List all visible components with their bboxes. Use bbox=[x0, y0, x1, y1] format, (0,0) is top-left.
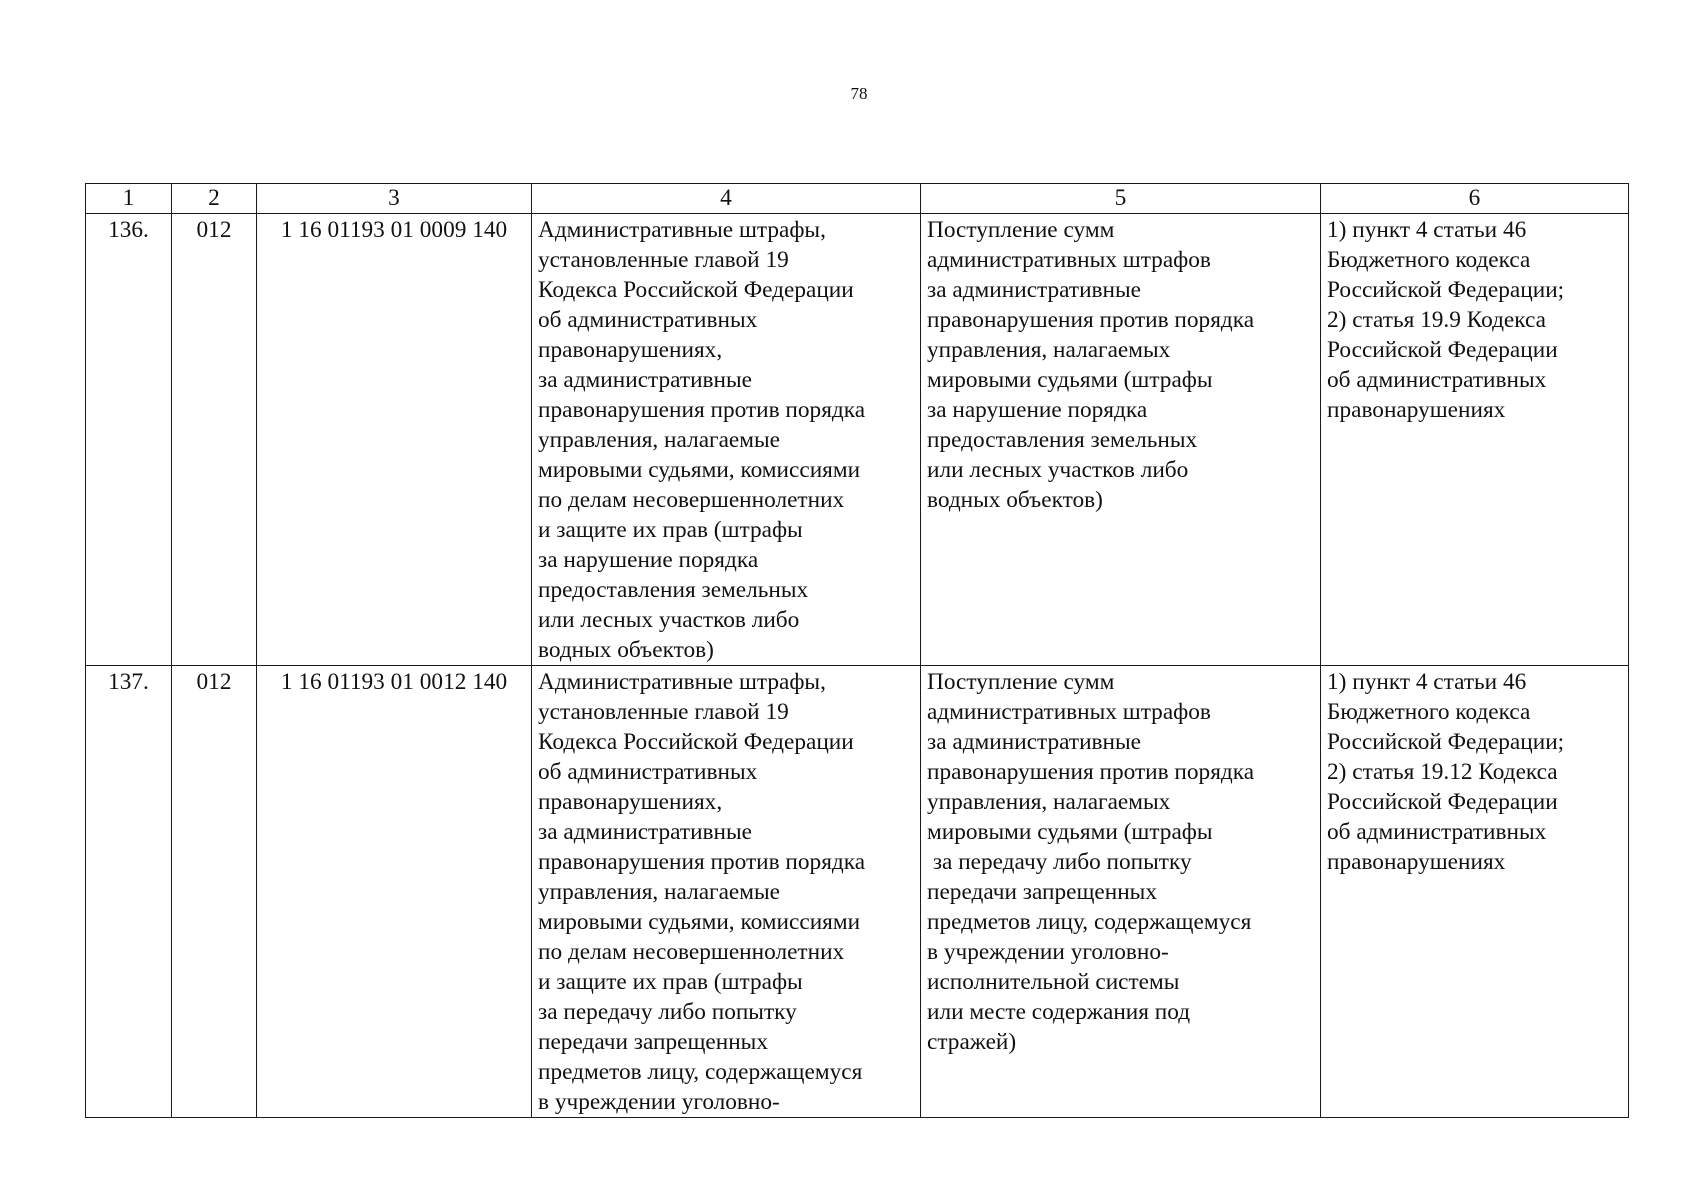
text-line: по делам несовершеннолетних bbox=[538, 939, 845, 965]
text-line: предметов лицу, содержащемуся bbox=[927, 909, 1252, 935]
text-line: управления, налагаемых bbox=[927, 337, 1171, 363]
text-line: административных штрафов bbox=[927, 247, 1211, 273]
classification-table bbox=[85, 183, 1629, 1118]
text-line: или месте содержания под bbox=[927, 999, 1191, 1025]
page-number: 78 bbox=[850, 84, 868, 103]
text-line: предоставления земельных bbox=[927, 427, 1198, 453]
text-line: правонарушениях, bbox=[538, 789, 723, 815]
text-line: водных объектов) bbox=[538, 637, 714, 663]
legal-basis-cell bbox=[1321, 666, 1629, 1118]
column-header-4: 4 bbox=[532, 184, 921, 214]
text-line: за административные bbox=[538, 819, 753, 845]
text-line: мировыми судьями, комиссиями bbox=[538, 909, 861, 935]
text-line: Административные штрафы, bbox=[538, 217, 826, 243]
legal-basis-cell bbox=[1321, 214, 1629, 666]
text-line: по делам несовершеннолетних bbox=[538, 487, 845, 513]
text-line: правонарушениях, bbox=[538, 337, 723, 363]
text-line: передачи запрещенных bbox=[538, 1029, 768, 1055]
text-line: 1) пункт 4 статьи 46 bbox=[1327, 669, 1527, 695]
text-line: за административные bbox=[927, 277, 1142, 303]
text-line: управления, налагаемые bbox=[538, 427, 781, 453]
table-row bbox=[86, 214, 1629, 666]
kbk-code-cell: 1 16 01193 01 0009 140 bbox=[257, 214, 532, 666]
text-line: Российской Федерации; bbox=[1327, 277, 1565, 303]
text-line: правонарушениях bbox=[1327, 849, 1506, 875]
income-name-cell bbox=[532, 214, 921, 666]
text-line: за передачу либо попытку bbox=[538, 999, 797, 1025]
text-line: правонарушения против порядка bbox=[538, 397, 866, 423]
text-line: передачи запрещенных bbox=[927, 879, 1157, 905]
text-line: исполнительной системы bbox=[927, 969, 1180, 995]
text-line: или лесных участков либо bbox=[538, 607, 800, 633]
text-line: 1) пункт 4 статьи 46 bbox=[1327, 217, 1527, 243]
text-line: Поступление сумм bbox=[927, 669, 1115, 695]
table-header-row bbox=[86, 184, 1629, 214]
text-line: мировыми судьями, комиссиями bbox=[538, 457, 861, 483]
text-line: водных объектов) bbox=[927, 487, 1103, 513]
text-line: об административных bbox=[538, 759, 758, 785]
text-line: Кодекса Российской Федерации bbox=[538, 729, 854, 755]
admin-code-cell: 012 bbox=[172, 666, 257, 1118]
text-line: в учреждении уголовно- bbox=[927, 939, 1169, 965]
text-line: об административных bbox=[538, 307, 758, 333]
text-line: 2) статья 19.12 Кодекса bbox=[1327, 759, 1558, 785]
text-line: Поступление сумм bbox=[927, 217, 1115, 243]
row-number-cell: 137. bbox=[86, 666, 172, 1118]
text-line: об административных bbox=[1327, 367, 1547, 393]
text-line: стражей) bbox=[927, 1029, 1017, 1055]
text-line: мировыми судьями (штрафы bbox=[927, 819, 1213, 845]
text-line: за административные bbox=[538, 367, 753, 393]
text-line: за передачу либо попытку bbox=[927, 849, 1192, 875]
text-line: Российской Федерации bbox=[1327, 789, 1558, 815]
text-line: 2) статья 19.9 Кодекса bbox=[1327, 307, 1546, 333]
text-line: и защите их прав (штрафы bbox=[538, 969, 803, 995]
text-line: правонарушениях bbox=[1327, 397, 1506, 423]
text-line: установленные главой 19 bbox=[538, 247, 789, 273]
text-line: Административные штрафы, bbox=[538, 669, 826, 695]
column-header-3: 3 bbox=[257, 184, 532, 214]
text-line: Бюджетного кодекса bbox=[1327, 247, 1531, 273]
text-line: или лесных участков либо bbox=[927, 457, 1189, 483]
kbk-code-cell: 1 16 01193 01 0012 140 bbox=[257, 666, 532, 1118]
column-header-5: 5 bbox=[921, 184, 1321, 214]
table-row bbox=[86, 666, 1629, 1118]
description-cell bbox=[921, 666, 1321, 1118]
text-line: за нарушение порядка bbox=[927, 397, 1148, 423]
column-header-6: 6 bbox=[1321, 184, 1629, 214]
column-header-2: 2 bbox=[172, 184, 257, 214]
text-line: правонарушения против порядка bbox=[927, 307, 1255, 333]
admin-code-cell: 012 bbox=[172, 214, 257, 666]
text-line: в учреждении уголовно- bbox=[538, 1089, 780, 1115]
column-header-1: 1 bbox=[86, 184, 172, 214]
text-line: установленные главой 19 bbox=[538, 699, 789, 725]
text-line: Российской Федерации; bbox=[1327, 729, 1565, 755]
text-line: административных штрафов bbox=[927, 699, 1211, 725]
text-line: предоставления земельных bbox=[538, 577, 809, 603]
text-line: Российской Федерации bbox=[1327, 337, 1558, 363]
text-line: Бюджетного кодекса bbox=[1327, 699, 1531, 725]
text-line: мировыми судьями (штрафы bbox=[927, 367, 1213, 393]
text-line: предметов лицу, содержащемуся bbox=[538, 1059, 863, 1085]
text-line: об административных bbox=[1327, 819, 1547, 845]
text-line: за нарушение порядка bbox=[538, 547, 759, 573]
text-line: и защите их прав (штрафы bbox=[538, 517, 803, 543]
description-cell bbox=[921, 214, 1321, 666]
text-line: правонарушения против порядка bbox=[927, 759, 1255, 785]
row-number-cell: 136. bbox=[86, 214, 172, 666]
income-name-cell bbox=[532, 666, 921, 1118]
text-line: правонарушения против порядка bbox=[538, 849, 866, 875]
text-line: управления, налагаемых bbox=[927, 789, 1171, 815]
text-line: управления, налагаемые bbox=[538, 879, 781, 905]
text-line: Кодекса Российской Федерации bbox=[538, 277, 854, 303]
text-line: за административные bbox=[927, 729, 1142, 755]
